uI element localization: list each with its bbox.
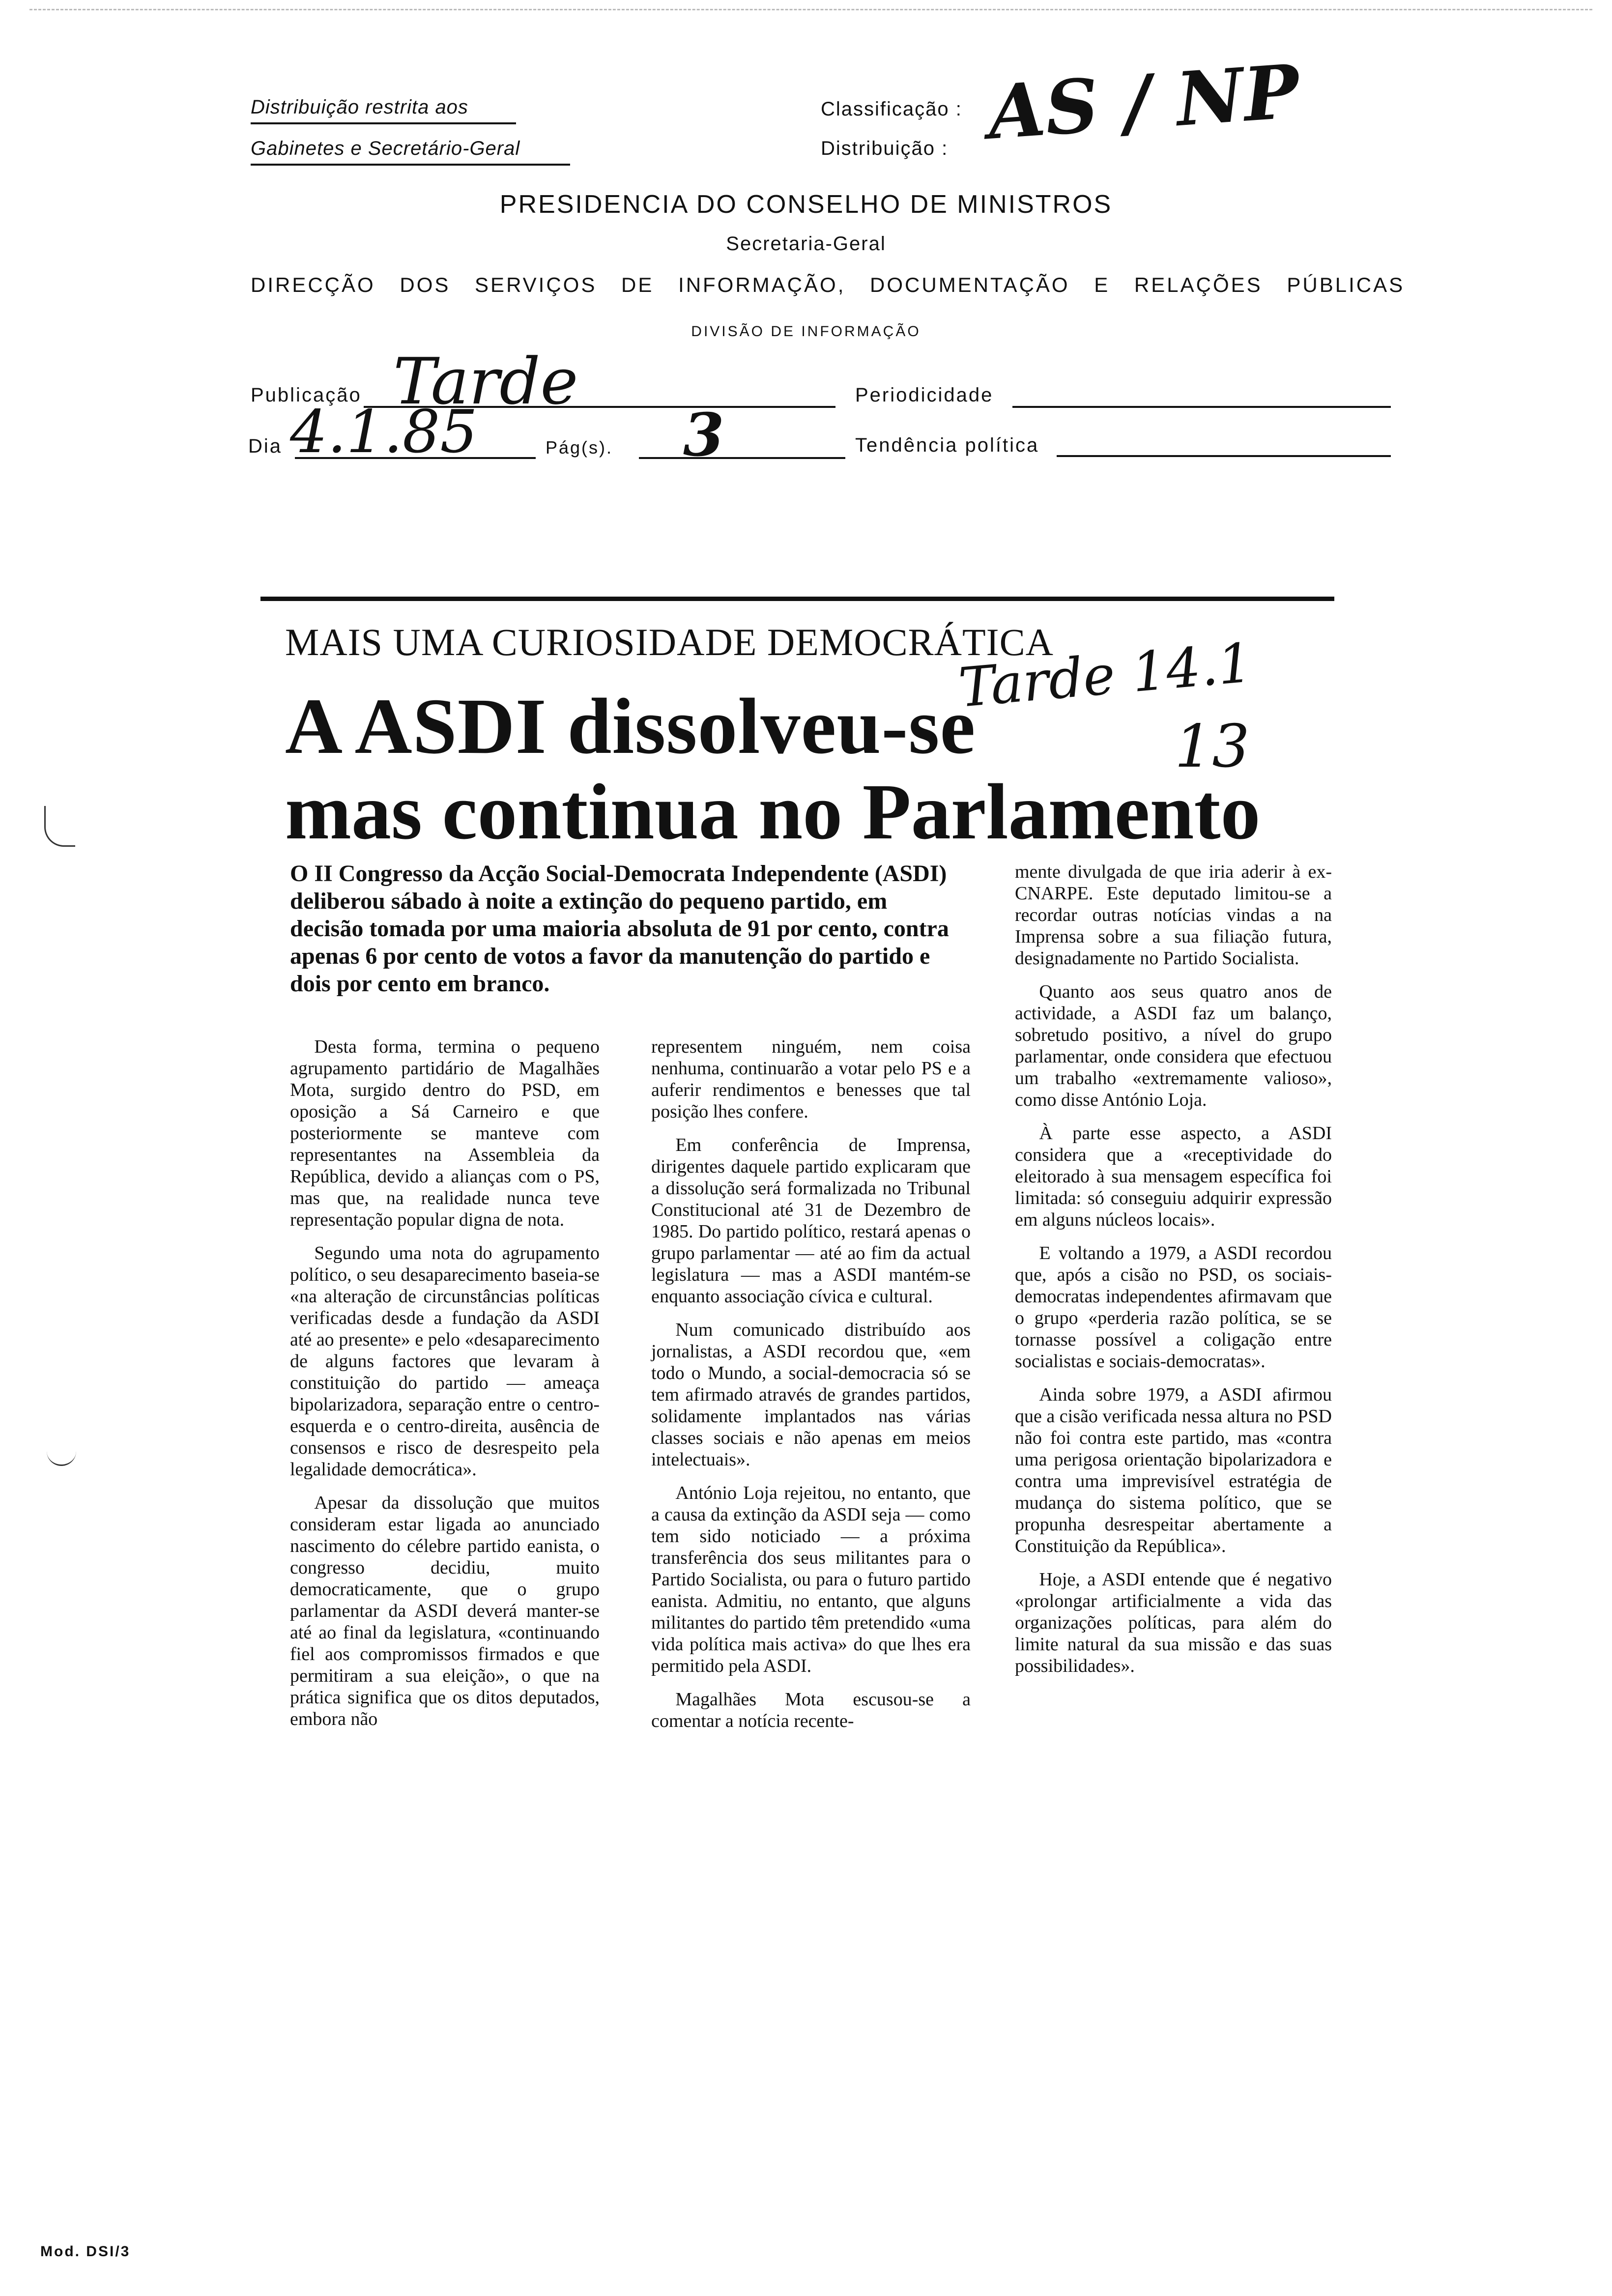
article-column-1	[290, 1036, 600, 1730]
publicacao-handwritten-value: Tarde	[393, 344, 578, 419]
col2-paragraph: Num comunicado distribuído aos jornalistas, a ASDI recordou que, «em todo o Mundo, a social-democracia só se tem afirmado através de grandes partidos, solidamente implantados nas várias classes sociais e não apenas em meios intelectuais».	[651, 1320, 971, 1470]
margin-mark	[47, 1430, 76, 1466]
form-code: Mod. DSI/3	[40, 2243, 131, 2260]
col1-paragraph: Apesar da dissolução que muitos consideram estar ligada ao anunciado nascimento do célebre partido eanista, o congresso decidiu, muito democraticamente, que o grupo parlamentar da ASDI deverá manter-se até ao final da legislatura, «continuando fiel aos compromissos firmados e que permitiram a sua eleição», o que na prática significa que os ditos deputados, embora não	[290, 1492, 600, 1729]
pags-line	[639, 457, 845, 459]
distribuicao-label: Distribuição :	[821, 138, 949, 159]
col3-paragraph: Ainda sobre 1979, a ASDI afirmou que a cisão verificada nessa altura no PSD não foi contra este partido, mas «contra uma perigosa orientação bipolarizadora e contra uma imprevisível estratégia de mudança do sistema político, que se propunha desrespeitar abertamente a Constituição da República».	[1015, 1384, 1332, 1556]
handwritten-date-annotation: Tarde 14.1	[956, 631, 1255, 719]
margin-mark	[44, 806, 75, 847]
pags-handwritten-value: 3	[683, 401, 724, 470]
article-kicker: MAIS UMA CURIOSIDADE DEMOCRÁTICA	[285, 621, 1054, 663]
handwritten-number-annotation: 13	[1175, 713, 1250, 781]
col2-paragraph: representem ninguém, nem coisa nenhuma, continuarão a votar pelo PS e a auferir rendimentos e benesses que tal posição lhes confere.	[651, 1036, 971, 1122]
restricted-note-line1: Distribuição restrita aos	[251, 96, 516, 124]
headline-line1: A ASDI dissolveu-se	[285, 683, 976, 771]
divisao-line: DIVISÃO DE INFORMAÇÃO	[691, 323, 921, 340]
classificacao-label: Classificação :	[821, 98, 962, 120]
stamp-annotation-handwritten: AS / NP	[985, 48, 1302, 156]
col1-paragraph: Segundo uma nota do agrupamento político, o seu desaparecimento baseia-se «na alteração de circunstâncias políticas verificadas desde a fundação da ASDI até ao presente» e pelo «desaparecimento de alguns factores que levaram à constituição do partido — ameaça bipolarizadora, separação entre o centro-esquerda e o centro-direita, ausência de consensos e risco de desrespeito pela legalidade democrática».	[290, 1243, 600, 1480]
restricted-note-line2: Gabinetes e Secretário-Geral	[251, 138, 570, 166]
dia-label: Dia	[248, 435, 283, 457]
tendencia-label: Tendência política	[855, 434, 1039, 456]
direccao-line: DIRECÇÃO DOS SERVIÇOS DE INFORMAÇÃO, DOCUMENTAÇÃO E RELAÇÕES PÚBLICAS	[251, 273, 1405, 296]
col3-paragraph: Quanto aos seus quatro anos de actividade, a ASDI faz um balanço, sobretudo positivo, a nível do grupo parlamentar, onde considera que efectuou um trabalho «extremamente valioso», como disse António Loja.	[1015, 981, 1332, 1110]
article-column-3	[1015, 861, 1332, 1677]
periodicidade-label: Periodicidade	[855, 384, 994, 406]
col1-paragraph: Desta forma, termina o pequeno agrupamento partidário de Magalhães Mota, surgido dentro do PSD, em oposição a Sá Carneiro e que posteriormente se manteve com representantes na Assembleia da República, devido a alianças com o PS, mas que, na realidade nunca teve representação popular digna de nota.	[290, 1036, 600, 1230]
article-top-rule	[260, 597, 1334, 601]
col2-paragraph: António Loja rejeitou, no entanto, que a causa da extinção da ASDI seja — como tem sido noticiado — a próxima transferência dos seus militantes para o Partido Socialista, ou para o futuro partido eanista. Admitiu, no entanto, que alguns militantes do partido têm pretendido «uma vida política mais activa» do que lhes era permitido pela ASDI.	[651, 1483, 971, 1676]
tendencia-line	[1057, 455, 1391, 457]
col3-paragraph: Hoje, a ASDI entende que é negativo «prolongar artificialmente a vida das organizações políticas, para além do limite natural da sua missão e das suas possibilidades».	[1015, 1569, 1332, 1676]
col3-paragraph: À parte esse aspecto, a ASDI considera que a «receptividade do eleitorado à sua mensagem específica foi limitada: só conseguiu adquirir expressão em alguns núcleos locais».	[1015, 1123, 1332, 1230]
secretaria-subtitle: Secretaria-Geral	[726, 233, 886, 255]
article-lead: O II Congresso da Acção Social-Democrata Independente (ASDI) deliberou sábado à noite a extinção do pequeno partido, em decisão tomada por uma maioria absoluta de 91 por cento, contra apenas 6 por cento de votos a favor da manutenção do partido e dois por cento em branco.	[290, 861, 949, 997]
institution-title: PRESIDENCIA DO CONSELHO DE MINISTROS	[499, 190, 1113, 219]
pags-label: Pág(s).	[546, 437, 613, 458]
col2-paragraph: Em conferência de Imprensa, dirigentes daquele partido explicaram que a dissolução será formalizada no Tribunal Constitucional até 31 de Dezembro de 1985. Do partido político, restará apenas o grupo parlamentar — até ao fim da actual legislatura — mas a ASDI mantém-se enquanto associação cívica e cultural.	[651, 1135, 971, 1307]
col3-paragraph: mente divulgada de que iria aderir à ex-CNARPE. Este deputado limitou-se a recordar outras notícias vindas a na Imprensa sobre a sua filiação futura, designadamente no Partido Socialista.	[1015, 861, 1332, 969]
dia-handwritten-value: 4.1.85	[290, 398, 478, 466]
article-column-2	[651, 1036, 971, 1732]
periodicidade-line	[1012, 406, 1391, 408]
col3-paragraph: E voltando a 1979, a ASDI recordou que, após a cisão no PSD, os sociais-democratas independentes afirmavam que o grupo «perderia razão política, se se tornasse possível a coligação entre socialistas e sociais-democratas».	[1015, 1243, 1332, 1372]
scan-edge-line	[29, 9, 1592, 10]
publicacao-label: Publicação	[251, 384, 362, 406]
col2-paragraph: Magalhães Mota escusou-se a comentar a notícia recente-	[651, 1689, 971, 1731]
headline-line2: mas continua no Parlamento	[285, 768, 1261, 856]
